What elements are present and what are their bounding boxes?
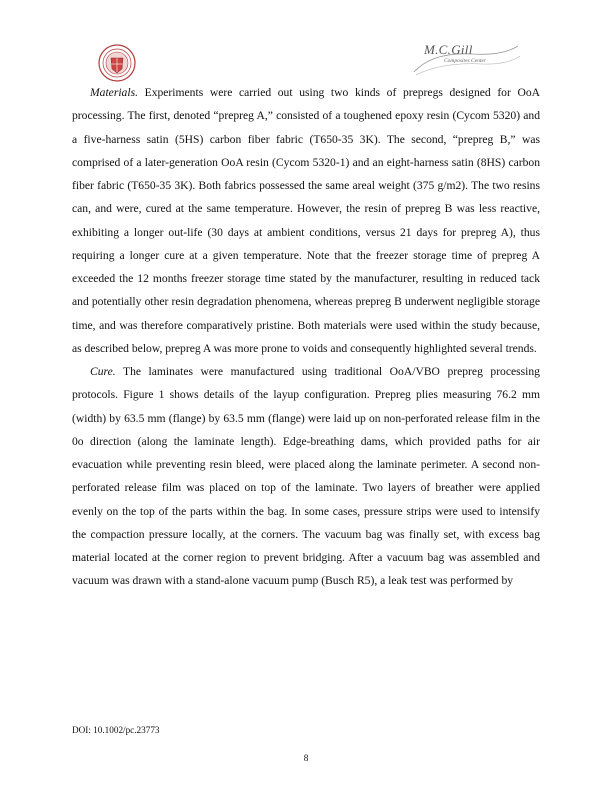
- logo-subtext: Composites Center: [444, 58, 487, 64]
- university-seal-icon: [98, 44, 136, 82]
- mc-gill-logo: [412, 42, 522, 76]
- materials-paragraph: [72, 81, 540, 360]
- cure-heading: Cure.: [90, 365, 116, 378]
- body-text: [72, 81, 540, 593]
- materials-text: Experiments were carried out using two kinds of prepregs designed for OoA processing. The first, denoted “prepreg A,” consisted of a toughened epoxy resin (Cycom 5320) and a five-harness satin (5HS) carbon fiber fabric (T650-35 3K). The second, “prepreg B,” was comprised of a later-generation OoA resin (Cycom 5320-1) and an eight-harness satin (8HS) carbon fiber fabric (T650-35 3K). Both fabrics possessed the same areal weight (375 g/m2). The two resins can, and were, cured at the same temperature. However, the resin of prepreg B was less reactive, exhibiting a longer out-life (30 days at ambient conditions, versus 21 days for prepreg A), thus requiring a longer cure at a given temperature. Note that the freezer storage time of prepreg A exceeded the 12 months freezer storage time stated by the manufacturer, resulting in reduced tack and potentially other resin degradation phenomena, whereas prepreg B underwent negligible storage time, and was therefore comparatively pristine. Both materials were used within the study because, as described below, prepreg A was more prone to voids and consequently highlighted several trends.: [72, 86, 540, 355]
- materials-heading: Materials.: [90, 86, 138, 99]
- cure-paragraph: [72, 360, 540, 593]
- logo-text: M.C.Gill: [424, 42, 473, 57]
- page-number: 8: [303, 753, 309, 763]
- doi-footer: DOI: 10.1002/pc.23773: [72, 725, 160, 735]
- cure-text: The laminates were manufactured using traditional OoA/VBO prepreg processing protocols. Figure 1 shows details of the layup configuration. Prepreg plies measuring 76.2 mm (width) by 63.5 mm (flange) by 63.5 mm (flange) were laid up on non-perforated release film in the 0o direction (along the laminate length). Edge-breathing dams, which provided paths for air evacuation while preventing resin bleed, were placed along the laminate perimeter. A second non-perforated release film was placed on top of the laminate. Two layers of breather were applied evenly on the top of the parts within the bag. In some cases, pressure strips were used to intensify the compaction pressure locally, at the corners. The vacuum bag was finally set, with excess bag material located at the corner region to prevent bridging. After a vacuum bag was assembled and vacuum was drawn with a stand-alone vacuum pump (Busch R5), a leak test was performed by: [72, 365, 540, 588]
